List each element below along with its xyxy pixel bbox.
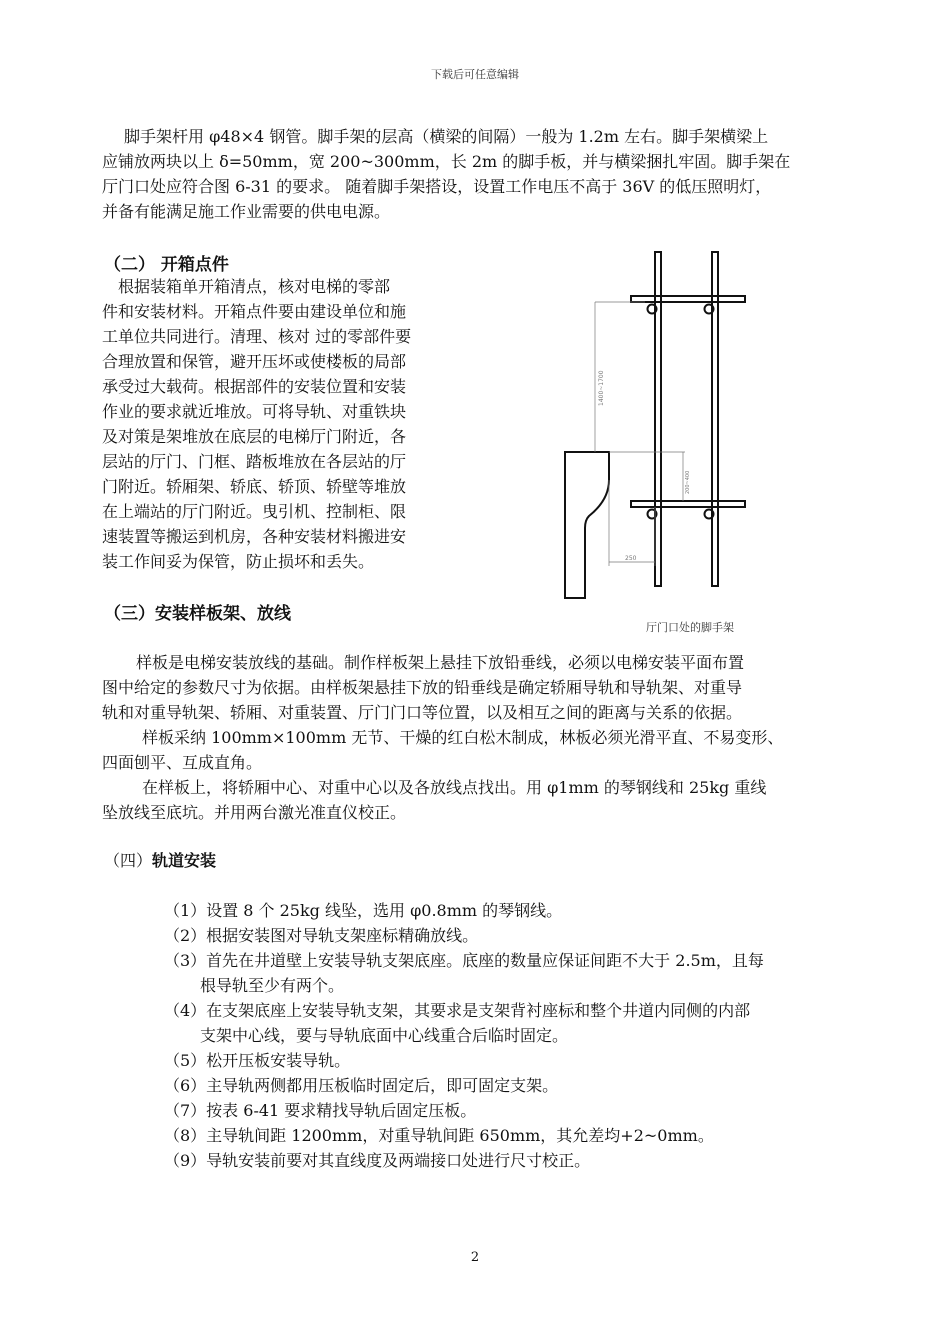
list-item: （2）根据安装图对导轨支架座标精确放线。 [164, 926, 479, 945]
section-heading-rail-title: 轨道安装 [152, 851, 217, 870]
template-paragraph-2 [102, 725, 886, 775]
list-item: （6）主导轨两侧都用压板临时固定后，即可固定支架。 [164, 1076, 559, 1095]
unpacking-line: 层站的厅门、门框、踏板堆放在各层站的厅 [102, 452, 407, 471]
intro-line: 脚手架杆用 φ48×4 钢管。脚手架的层高（横梁的间隔）一般为 1.2m 左右。脚手架横梁上 [124, 127, 769, 146]
section-heading-template: （三）安装样板架、放线 [104, 604, 291, 624]
list-item-continuation: 根导轨至少有两个。 [200, 976, 345, 995]
list-item: （4）在支架底座上安装导轨支架，其要求是支架背衬座标和整个井道内同侧的内部 [164, 1001, 751, 1020]
section-heading-rail [104, 848, 216, 871]
page-number: 2 [470, 1250, 480, 1265]
unpacking-line: 合理放置和保管，避开压坏或使楼板的局部 [102, 352, 407, 371]
unpacking-line: 件和安装材料。开箱点件要由建设单位和施 [102, 302, 407, 321]
list-item: （8）主导轨间距 1200mm，对重导轨间距 650mm，其允差均+2~0mm。 [164, 1126, 714, 1145]
list-item-continuation: 支架中心线，要与导轨底面中心线重合后临时固定。 [200, 1026, 569, 1045]
door-sill-outline [565, 452, 609, 598]
dimension-label-horizontal: 250 [625, 555, 637, 562]
scaffold-crossbeam-lower [631, 501, 745, 507]
template-line: 样板是电梯安装放线的基础。制作样板架上悬挂下放铅垂线，必须以电梯安装平面布置 [136, 653, 745, 672]
unpacking-line: 及对策是架堆放在底层的电梯厅门附近，各 [102, 427, 407, 446]
unpacking-line: 在上端站的厅门附近。曳引机、控制柜、限 [102, 502, 407, 521]
list-item: （3）首先在井道壁上安装导轨支架底座。底座的数量应保证间距不大于 2.5m，且每 [164, 951, 764, 970]
section-heading-rail-prefix: （四） [104, 851, 153, 870]
intro-paragraph [102, 124, 886, 224]
rail-install-list [164, 898, 876, 1173]
list-item: （9）导轨安装前要对其直线度及两端接口处进行尺寸校正。 [164, 1151, 591, 1170]
section-heading-unpacking: （二） 开箱点件 [104, 255, 229, 275]
intro-line: 并备有能满足施工作业需要的供电电源。 [102, 202, 391, 221]
unpacking-line: 装工作间妥为保管，防止损坏和丢失。 [102, 552, 375, 571]
dimension-label-vertical: 1400~1700 [598, 370, 605, 406]
unpacking-line: 工单位共同进行。清理、核对 过的零部件要 [102, 327, 412, 346]
scaffold-figure [555, 248, 775, 608]
intro-line: 厅门口处应符合图 6-31 的要求。 随着脚手架搭设，设置工作电压不高于 36V 的低压照明灯， [102, 177, 772, 196]
scaffold-crossbeam-upper [631, 296, 745, 302]
template-line: 样板采纳 100mm×100mm 无节、干燥的红白松木制成，林板必须光滑平直、不易变形、 [142, 728, 784, 747]
list-item: （5）松开压板安装导轨。 [164, 1051, 351, 1070]
dimension-label-small: 200~400 [685, 470, 691, 494]
template-line: 坠放线至底坑。并用两台激光准直仪校正。 [102, 803, 407, 822]
template-line: 四面刨平、互成直角。 [102, 753, 263, 772]
unpacking-line: 门附近。轿厢架、轿底、轿顶、轿壁等堆放 [102, 477, 407, 496]
intro-line: 应铺放两块以上 δ=50mm，宽 200~300mm，长 2m 的脚手板，并与横梁捆扎牢固。脚手架在 [102, 152, 791, 171]
unpacking-line: 作业的要求就近堆放。可将导轨、对重铁块 [102, 402, 407, 421]
unpacking-line: 根据装箱单开箱清点，核对电梯的零部 [118, 277, 391, 296]
unpacking-line: 速装置等搬运到机房，各种安装材料搬进安 [102, 527, 407, 546]
template-line: 轨和对重导轨架、轿厢、对重装置、厅门门口等位置，以及相互之间的距离与关系的依据。 [102, 703, 743, 722]
figure-caption: 厅门口处的脚手架 [646, 621, 734, 634]
template-line: 在样板上，将轿厢中心、对重中心以及各放线点找出。用 φ1mm 的琴钢线和 25kg 重线 [142, 778, 767, 797]
unpacking-paragraph [102, 274, 474, 574]
list-item: （1）设置 8 个 25kg 线坠，选用 φ0.8mm 的琴钢线。 [164, 901, 563, 920]
template-paragraph-3 [102, 775, 886, 825]
page-header: 下载后可任意编辑 [431, 68, 519, 81]
list-item: （7）按表 6-41 要求精找导轨后固定压板。 [164, 1101, 477, 1120]
unpacking-line: 承受过大载荷。根据部件的安装位置和安装 [102, 377, 407, 396]
template-paragraph-1 [102, 650, 886, 725]
template-line: 图中给定的参数尺寸为依据。由样板架悬挂下放的铅垂线是确定轿厢导轨和导轨架、对重导 [102, 678, 743, 697]
